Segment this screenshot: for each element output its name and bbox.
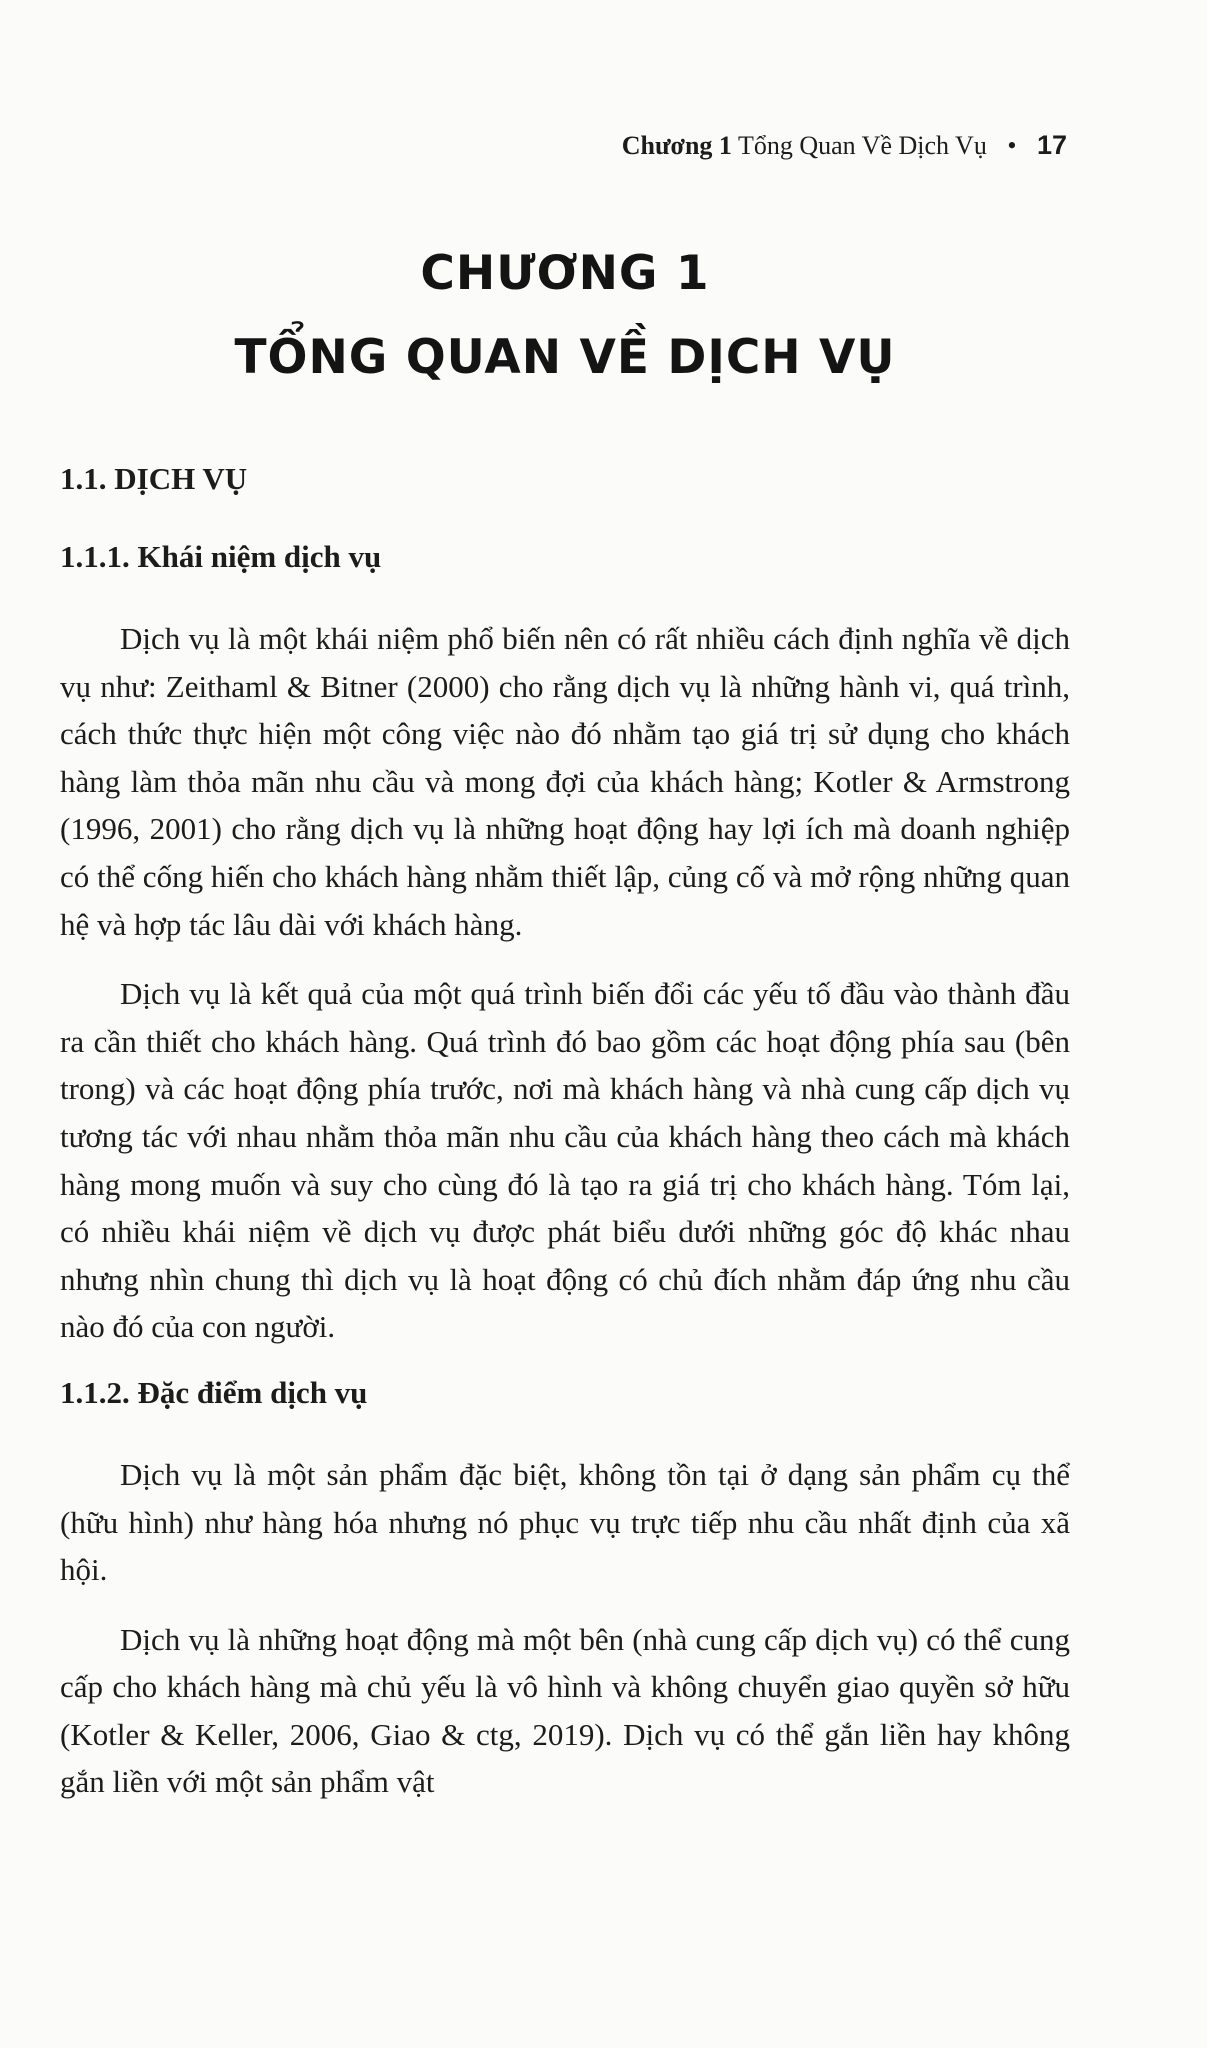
chapter-title-line1: CHƯƠNG 1 bbox=[420, 246, 710, 301]
section-heading-1-1: 1.1. DỊCH VỤ bbox=[60, 461, 248, 496]
paragraph: Dịch vụ là kết quả của một quá trình biến đổi các yếu tố đầu vào thành đầu ra cần thiết cho khách hàng. Quá trình đó bao gồm các hoạt động phía sau (bên trong) và các hoạt động phía trước, nơi mà khách hàng và nhà cung cấp dịch vụ tương tác với nhau nhằm thỏa mãn nhu cầu của khách hàng theo cách mà khách hàng mong muốn và suy cho cùng đó là tạo ra giá trị cho khách hàng. Tóm lại, có nhiều khái niệm về dịch vụ được phát biểu dưới những góc độ khác nhau nhưng nhìn chung thì dịch vụ là hoạt động có chủ đích nhằm đáp ứng nhu cầu nào đó của con người. bbox=[60, 976, 1070, 1345]
chapter-title bbox=[0, 238, 1130, 394]
header-chapter-topic: Tổng Quan Về Dịch Vụ bbox=[737, 131, 987, 160]
page-number: 17 bbox=[1036, 130, 1067, 160]
section-heading-1-1-1: 1.1.1. Khái niệm dịch vụ bbox=[60, 539, 382, 574]
header-chapter-label: Chương 1 bbox=[621, 131, 732, 160]
paragraph: Dịch vụ là một khái niệm phổ biến nên có rất nhiều cách định nghĩa về dịch vụ như: Zeithaml & Bitner (2000) cho rằng dịch vụ là những hành vi, quá trình, cách thức thực hiện một công việc nào đó nhằm tạo giá trị sử dụng cho khách hàng làm thỏa mãn nhu cầu và mong đợi của khách hàng; Kotler & Armstrong (1996, 2001) cho rằng dịch vụ là những hoạt động hay lợi ích mà doanh nghiệp có thể cống hiến cho khách hàng nhằm thiết lập, củng cố và mở rộng những quan hệ và hợp tác lâu dài với khách hàng. bbox=[60, 621, 1070, 942]
running-header bbox=[622, 130, 1067, 161]
body-content bbox=[60, 455, 1070, 1806]
paragraph: Dịch vụ là một sản phẩm đặc biệt, không tồn tại ở dạng sản phẩm cụ thể (hữu hình) như hàng hóa nhưng nó phục vụ trực tiếp nhu cầu nhất định của xã hội. bbox=[60, 1456, 1070, 1588]
paragraph: Dịch vụ là những hoạt động mà một bên (nhà cung cấp dịch vụ) có thể cung cấp cho khách hàng mà chủ yếu là vô hình và không chuyển giao quyền sở hữu (Kotler & Keller, 2006, Giao & ctg, 2019). Dịch vụ có thể gắn liền hay không gắn liền với một sản phẩm vật bbox=[60, 1621, 1070, 1800]
chapter-title-line2: TỔNG QUAN VỀ DỊCH VỤ bbox=[234, 330, 896, 385]
section-heading-1-1-2: 1.1.2. Đặc điểm dịch vụ bbox=[60, 1374, 368, 1410]
header-separator: • bbox=[1007, 131, 1017, 160]
